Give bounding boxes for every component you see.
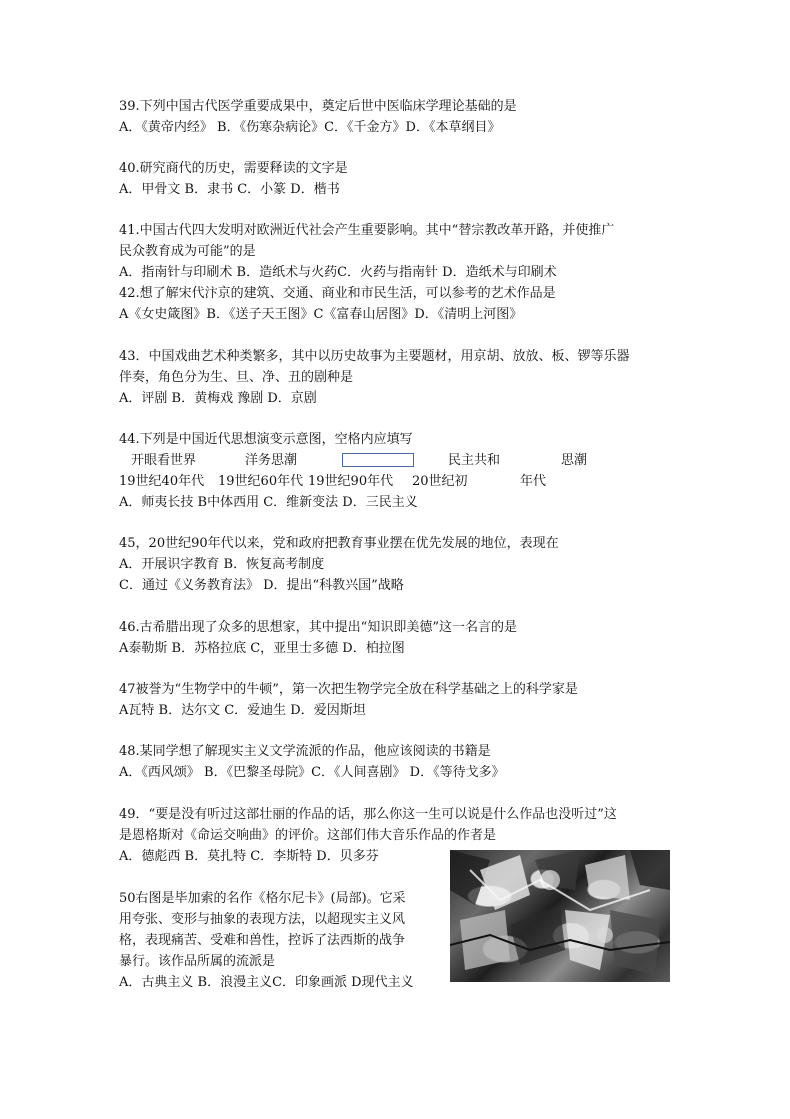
diagram-label-3: 民主共和: [448, 453, 501, 468]
guernica-painting-image: [450, 850, 670, 982]
q46-options: A泰勒斯 B．苏格拉底 C，亚里士多德 D．柏拉图: [119, 641, 405, 656]
diagram-period-5: 年代: [520, 474, 547, 489]
q50-text-line1: 50右图是毕加索的名作《格尔尼卡》(局部)。它采: [119, 891, 406, 906]
q45-question: 45，20世纪90年代以来，党和政府把教育事业摆在优先发展的地位，表现在: [119, 536, 559, 551]
q42-question: 42.想了解宋代汴京的建筑、交通、商业和市民生活，可以参考的艺术作品是: [119, 286, 556, 301]
q50-text-line4: 暴行。该作品所属的流派是: [119, 954, 276, 969]
q48-options: A．《西风颂》 B．《巴黎圣母院》C．《人间喜剧》 D．《等待戈多》: [119, 765, 505, 780]
q48-question: 48.某同学想了解现实主义文学流派的作品，他应该阅读的书籍是: [119, 744, 491, 759]
q41-question-line2: 民众教育成为可能”的是: [119, 244, 256, 259]
q47-question: 47被誉为“生物学中的牛顿”，第一次把生物学完全放在科学基础之上的科学家是: [119, 682, 578, 697]
q41-question-line1: 41.中国古代四大发明对欧洲近代社会产生重要影响。其中“替宗教改革开路，并使推广: [119, 223, 615, 238]
q43-options: A．评剧 B．黄梅戏 豫剧 D．京剧: [119, 391, 317, 406]
diagram-blank-box: [342, 453, 414, 467]
q50-text-line2: 用夸张、变形与抽象的表现方法，以超现实主义风: [119, 912, 406, 927]
q49-question-line1: 49．“要是没有听过这部壮丽的作品的话，那么你这一生可以说是什么作品也没听过”这: [119, 807, 617, 822]
diagram-label-1: 开眼看世界: [131, 453, 197, 468]
q47-options: A瓦特 B．达尔文 C．爱迪生 D．爱因斯坦: [119, 703, 366, 718]
q43-question-line2: 伴奏，角色分为生、旦、净、丑的剧种是: [119, 370, 354, 385]
q41-options: A．指南针与印刷术 B．造纸术与火药C．火药与指南针 D．造纸术与印刷术: [119, 265, 557, 280]
diagram-period-3: 19世纪90年代: [308, 474, 394, 489]
q45-options-line1: A．开展识字教育 B．恢复高考制度: [119, 557, 325, 572]
q49-question-line2: 是恩格斯对《命运交响曲》的评价。这部们伟大音乐作品的作者是: [119, 828, 497, 843]
q46-question: 46.古希腊出现了众多的思想家，其中提出“知识即美德”这一名言的是: [119, 620, 517, 635]
q45-options-line2: C．通过《义务教育法》 D．提出“科教兴国”战略: [119, 578, 404, 593]
q44-question: 44.下列是中国近代思想演变示意图，空格内应填写: [119, 432, 413, 447]
guernica-abstract-shapes: [450, 850, 670, 982]
q44-options: A．师夷长技 B中体西用 C．维新变法 D．三民主义: [119, 495, 418, 510]
q50-options: A．古典主义 B．浪漫主义C．印象画派 D现代主义: [119, 975, 414, 990]
diagram-period-4: 20世纪初: [412, 474, 468, 489]
q40-options: A．甲骨文 B．隶书 C．小篆 D．楷书: [119, 182, 340, 197]
q43-question-line1: 43．中国戏曲艺术种类繁多，其中以历史故事为主要题材，用京胡、放放、板、锣等乐器: [119, 349, 630, 364]
diagram-label-2: 洋务思潮: [245, 453, 298, 468]
q39-question: 39.下列中国古代医学重要成果中，奠定后世中医临床学理论基础的是: [119, 99, 517, 114]
q40-question: 40.研究商代的历史，需要释读的文字是: [119, 161, 348, 176]
diagram-period-2: 19世纪60年代: [218, 474, 304, 489]
q49-options: A．德彪西 B．莫扎特 C．李斯特 D．贝多芬: [119, 849, 379, 864]
q42-options: A《女史箴图》B．《送子天王图》C《富春山居图》D．《清明上河图》: [119, 307, 523, 322]
diagram-label-4: 思潮: [561, 453, 588, 468]
diagram-period-1: 19世纪40年代: [119, 474, 205, 489]
q50-text-line3: 格，表现痛苦、受难和兽性，控诉了法西斯的战争: [119, 933, 406, 948]
q39-options: A．《黄帝内经》 B．《伤寒杂病论》C．《千金方》D．《本草纲目》: [119, 120, 501, 135]
